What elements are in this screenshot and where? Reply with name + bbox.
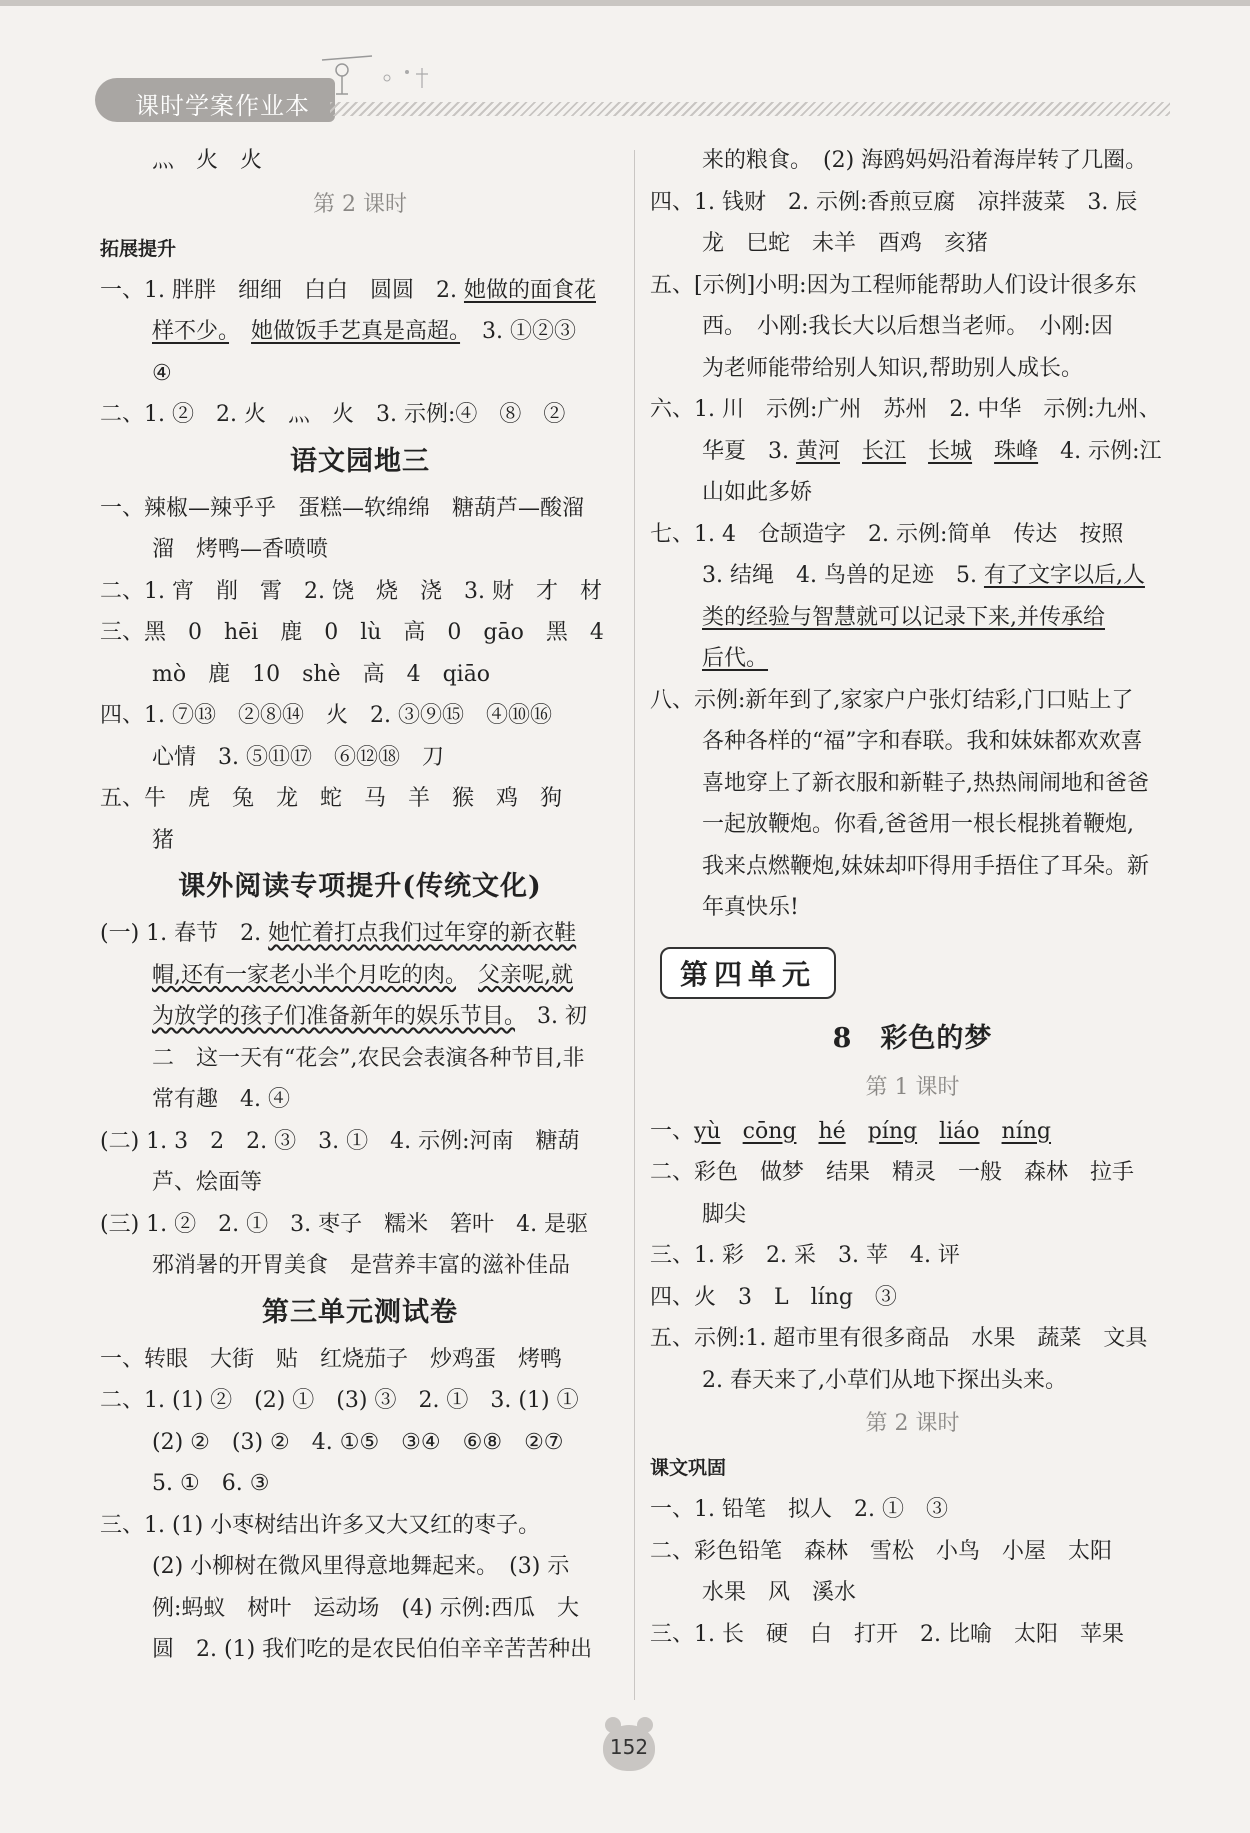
wavy-underlined-answer: 她忙着打点我们过年穿的新衣鞋 — [268, 921, 577, 946]
answer-text: 一、1. 铅笔 拟人 2. ① ③ — [650, 1497, 948, 1522]
answer-text: 各种各样的“福”字和春联。我和妹妹都欢欢喜 — [702, 729, 1143, 754]
answer-text: 西。 小刚:我长大以后想当老师。 小刚:因 — [702, 314, 1113, 339]
answer-text: 3. 结绳 4. 鸟兽的足迹 5. — [702, 563, 984, 588]
answer-line — [100, 140, 620, 182]
answer-line — [650, 1277, 1175, 1319]
answer-text: 山如此多娇 — [702, 480, 813, 505]
underlined-answer: 类的经验与智慧就可以记录下来,并传承给 — [702, 604, 1105, 630]
answer-line — [650, 846, 1175, 888]
answer-text: ④ — [152, 360, 172, 386]
answer-line — [100, 1079, 620, 1121]
answer-text — [906, 439, 928, 464]
answer-line — [100, 571, 620, 613]
answer-text: 喜地穿上了新衣服和新鞋子,热热闹闹地和爸爸 — [702, 770, 1149, 796]
answer-line — [650, 680, 1175, 722]
answer-line — [100, 955, 620, 997]
answer-text: 脚尖 — [702, 1201, 747, 1227]
answer-line — [650, 1318, 1175, 1360]
answer-text: 七、1. 4 仓颉造字 2. 示例:简单 传达 按照 — [650, 521, 1124, 547]
answer-line — [650, 265, 1175, 307]
answer-text: 一起放鞭炮。你看,爸爸用一根长棍挑着鞭炮, — [702, 812, 1134, 837]
answer-text — [972, 439, 994, 464]
underlined-answer: níng — [1001, 1118, 1052, 1144]
answer-text: 水果 风 溪水 — [702, 1580, 857, 1605]
answer-line — [650, 1152, 1175, 1194]
answer-line — [100, 1380, 620, 1422]
wavy-underlined-answer: 帽,还有一家老小半个月吃的肉。 — [152, 962, 456, 988]
underlined-answer: hé — [818, 1118, 846, 1144]
underlined-answer: 后代。 — [702, 646, 769, 671]
answer-text: 五、示例:1. 超市里有很多商品 水果 蔬菜 文具 — [650, 1326, 1148, 1351]
answer-text: 三、1. 长 硬 白 打开 2. 比喻 太阳 苹果 — [650, 1621, 1124, 1647]
answer-line — [100, 1339, 620, 1381]
answer-text: (2) 小柳树在微风里得意地舞起来。 (3) 示 — [152, 1554, 570, 1579]
answer-text: 三、1. 彩 2. 采 3. 苹 4. 评 — [650, 1243, 960, 1268]
answer-line — [650, 140, 1175, 182]
section-title: 语文园地三 — [290, 445, 430, 477]
underlined-answer: 她做饭手艺真是高超。 — [251, 319, 461, 344]
answer-text: (三) 1. ② 2. ① 3. 枣子 糯米 箬叶 4. 是驱 — [100, 1211, 589, 1237]
answer-text: 二、1. ② 2. 火 灬 火 3. 示例:④ ⑧ ② — [100, 402, 566, 427]
subsection-title: 课文巩固 — [650, 1457, 727, 1479]
answer-line — [100, 270, 620, 312]
answer-line — [100, 1505, 620, 1547]
answer-text: 4. 示例:江 — [1038, 438, 1162, 464]
section-title: 第三单元测试卷 — [262, 1296, 458, 1328]
answer-line — [650, 1235, 1175, 1277]
answer-text — [796, 1119, 818, 1144]
answer-text: 四、1. 钱财 2. 示例:香煎豆腐 凉拌菠菜 3. 辰 — [650, 189, 1138, 215]
answer-text: 猪 — [152, 827, 175, 853]
answer-text: 3. 初 — [515, 1004, 587, 1029]
answer-text: 2. 春天来了,小草们从地下探出头来。 — [702, 1367, 1067, 1393]
underlined-answer: 样不少。 — [152, 319, 230, 344]
answer-text: 六、1. 川 示例:广州 苏州 2. 中华 示例:九州、 — [650, 397, 1161, 422]
answer-line — [100, 1629, 620, 1671]
answer-line — [650, 1360, 1175, 1402]
left-column — [100, 140, 620, 1671]
answer-line — [650, 1489, 1175, 1531]
lesson-heading: 第 2 课时 — [865, 1411, 960, 1436]
answer-line — [650, 389, 1175, 431]
answer-text: 一、 — [650, 1118, 695, 1144]
answer-text: 3. ①②③ — [460, 319, 577, 344]
underlined-answer: 有了文字以后,人 — [983, 563, 1145, 588]
answer-line — [100, 695, 620, 737]
right-column — [650, 140, 1175, 1655]
answer-line — [100, 529, 620, 571]
answer-line — [650, 306, 1175, 348]
answer-text: 二、1. 宵 削 霄 2. 饶 烧 浇 3. 财 才 材 — [100, 578, 602, 604]
answer-line — [100, 1245, 620, 1287]
answer-line — [650, 597, 1175, 639]
answer-text: 三、黑 0 hēi 鹿 0 lù 高 0 gāo 黑 4 — [100, 620, 604, 645]
answer-line — [100, 353, 620, 395]
answer-text: 为老师能带给别人知识,帮助别人成长。 — [702, 355, 1083, 381]
answer-text: 龙 巳蛇 未羊 酉鸡 亥猪 — [702, 231, 989, 256]
answer-text: 二 这一天有“花会”,农民会表演各种节目,非 — [152, 1045, 585, 1071]
answer-line — [100, 1463, 620, 1505]
answer-text: 一、转眼 大街 贴 红烧茄子 炒鸡蛋 烤鸭 — [100, 1346, 563, 1372]
lesson-heading: 第 1 课时 — [865, 1074, 960, 1100]
underlined-answer: 她做的面食花 — [463, 277, 596, 303]
answer-line — [650, 348, 1175, 390]
answer-line — [100, 1546, 620, 1588]
answer-text: 溜 烤鸭—香喷喷 — [152, 537, 329, 562]
unit-heading — [650, 929, 1175, 1013]
subsection-title: 拓展提升 — [100, 237, 177, 260]
answer-text — [721, 1119, 743, 1144]
answer-line — [650, 1572, 1175, 1614]
section-title: 课外阅读专项提升(传统文化) — [178, 871, 542, 902]
answer-line — [650, 763, 1175, 805]
answer-line — [650, 721, 1175, 763]
answer-text: 三、1. (1) 小枣树结出许多又大又红的枣子。 — [100, 1512, 541, 1538]
answer-text: 四、火 3 L líng ③ — [650, 1284, 897, 1310]
answer-line — [100, 612, 620, 654]
answer-line — [100, 1121, 620, 1163]
answer-text: 一、辣椒—辣乎乎 蛋糕—软绵绵 糖葫芦—酸溜 — [100, 495, 585, 521]
answer-line — [100, 913, 620, 955]
answer-text: 邪消暑的开胃美食 是营养丰富的滋补佳品 — [152, 1253, 571, 1278]
answer-line — [100, 1038, 620, 1080]
answer-text: (2) ② (3) ② 4. ①⑤ ③④ ⑥⑧ ②⑦ — [152, 1429, 564, 1455]
answer-text: 四、1. ⑦⑬ ②⑧⑭ 火 2. ③⑨⑮ ④⑩⑯ — [100, 703, 552, 728]
answer-text — [980, 1119, 1002, 1144]
answer-line — [100, 820, 620, 862]
column-divider — [634, 150, 635, 1700]
answer-line — [100, 1204, 620, 1246]
answer-text: 心情 3. ⑤⑪⑰ ⑥⑫⑱ 刀 — [152, 744, 444, 770]
answer-text: 我来点燃鞭炮,妹妹却吓得用手捂住了耳朵。新 — [702, 853, 1149, 879]
answer-line — [650, 804, 1175, 846]
answer-line — [650, 1614, 1175, 1656]
answer-line — [650, 638, 1175, 680]
underlined-answer: cōng — [742, 1118, 797, 1144]
answer-text: 芦、烩面等 — [152, 1170, 263, 1195]
answer-line — [100, 996, 620, 1038]
underlined-answer: 珠峰 — [994, 438, 1039, 464]
answer-text: (二) 1. 3 2 2. ③ 3. ① 4. 示例:河南 糖葫 — [100, 1128, 580, 1154]
answer-text: 灬 火 火 — [152, 148, 263, 173]
answer-text: 二、彩色铅笔 森林 雪松 小鸟 小屋 太阳 — [650, 1538, 1113, 1564]
section-title: 8 彩色的梦 — [832, 1022, 993, 1054]
answer-text — [456, 963, 478, 988]
answer-line — [650, 1531, 1175, 1573]
answer-text: 例:蚂蚁 树叶 运动场 (4) 示例:西瓜 大 — [152, 1595, 579, 1621]
answer-text: mò 鹿 10 shè 高 4 qiāo — [152, 661, 491, 687]
answer-line — [100, 654, 620, 696]
answer-line — [100, 778, 620, 820]
answer-line — [650, 431, 1175, 473]
answer-text — [840, 439, 862, 464]
answer-text: 一、1. 胖胖 细细 白白 圆圆 2. — [100, 277, 464, 303]
underlined-answer: 长江 — [862, 438, 907, 464]
underlined-answer: yù — [694, 1118, 721, 1144]
page-number: 152 — [609, 1735, 649, 1759]
underlined-answer: píng — [867, 1118, 918, 1144]
header-title: 课时学案作业本 — [135, 92, 310, 120]
answer-text: 来的粮食。 (2) 海鸥妈妈沿着海岸转了几圈。 — [702, 148, 1148, 173]
underlined-answer: 黄河 — [795, 438, 840, 464]
answer-line — [650, 1194, 1175, 1236]
answer-line — [650, 182, 1175, 224]
answer-text: 圆 2. (1) 我们吃的是农民伯伯辛辛苦苦种出 — [152, 1637, 593, 1662]
top-border — [0, 0, 1250, 6]
answer-line — [100, 1588, 620, 1630]
answer-line — [650, 887, 1175, 929]
answer-text: 常有趣 4. ④ — [152, 1087, 290, 1112]
answer-text — [846, 1119, 868, 1144]
answer-text — [917, 1119, 939, 1144]
answer-line — [100, 488, 620, 530]
answer-line — [100, 737, 620, 779]
answer-text: 华夏 3. — [702, 438, 796, 464]
answer-line — [650, 555, 1175, 597]
wavy-underlined-answer: 为放学的孩子们准备新年的娱乐节目。 — [152, 1004, 516, 1029]
underlined-answer: 长城 — [928, 438, 973, 464]
answer-text: 五、[示例]小明:因为工程师能帮助人们设计很多东 — [650, 272, 1137, 298]
answer-text: 二、彩色 做梦 结果 精灵 一般 森林 拉手 — [650, 1160, 1135, 1185]
answer-line — [100, 1422, 620, 1464]
answer-line — [100, 394, 620, 436]
answer-line — [100, 1162, 620, 1204]
answer-text: 五、牛 虎 兔 龙 蛇 马 羊 猴 鸡 狗 — [100, 786, 563, 811]
header-doodle-icon — [312, 48, 452, 98]
underlined-answer: liáo — [939, 1118, 980, 1144]
answer-text: (一) 1. 春节 2. — [100, 921, 269, 946]
wavy-underlined-answer: 父亲呢,就 — [478, 962, 574, 988]
answer-line — [650, 472, 1175, 514]
answer-line — [650, 514, 1175, 556]
answer-text: 5. ① 6. ③ — [152, 1471, 270, 1496]
answer-line — [650, 223, 1175, 265]
answer-text — [229, 319, 251, 344]
lesson-heading: 第 2 课时 — [313, 191, 407, 217]
header-hatch — [330, 102, 1170, 116]
answer-text: 年真快乐! — [702, 895, 799, 920]
answer-line — [100, 311, 620, 353]
answer-text: 八、示例:新年到了,家家户户张灯结彩,门口贴上了 — [650, 687, 1134, 713]
answer-text: 二、1. (1) ② (2) ① (3) ③ 2. ① 3. (1) ① — [100, 1388, 579, 1413]
unit-title-box: 第四单元 — [660, 947, 836, 999]
answer-line — [650, 1111, 1175, 1153]
